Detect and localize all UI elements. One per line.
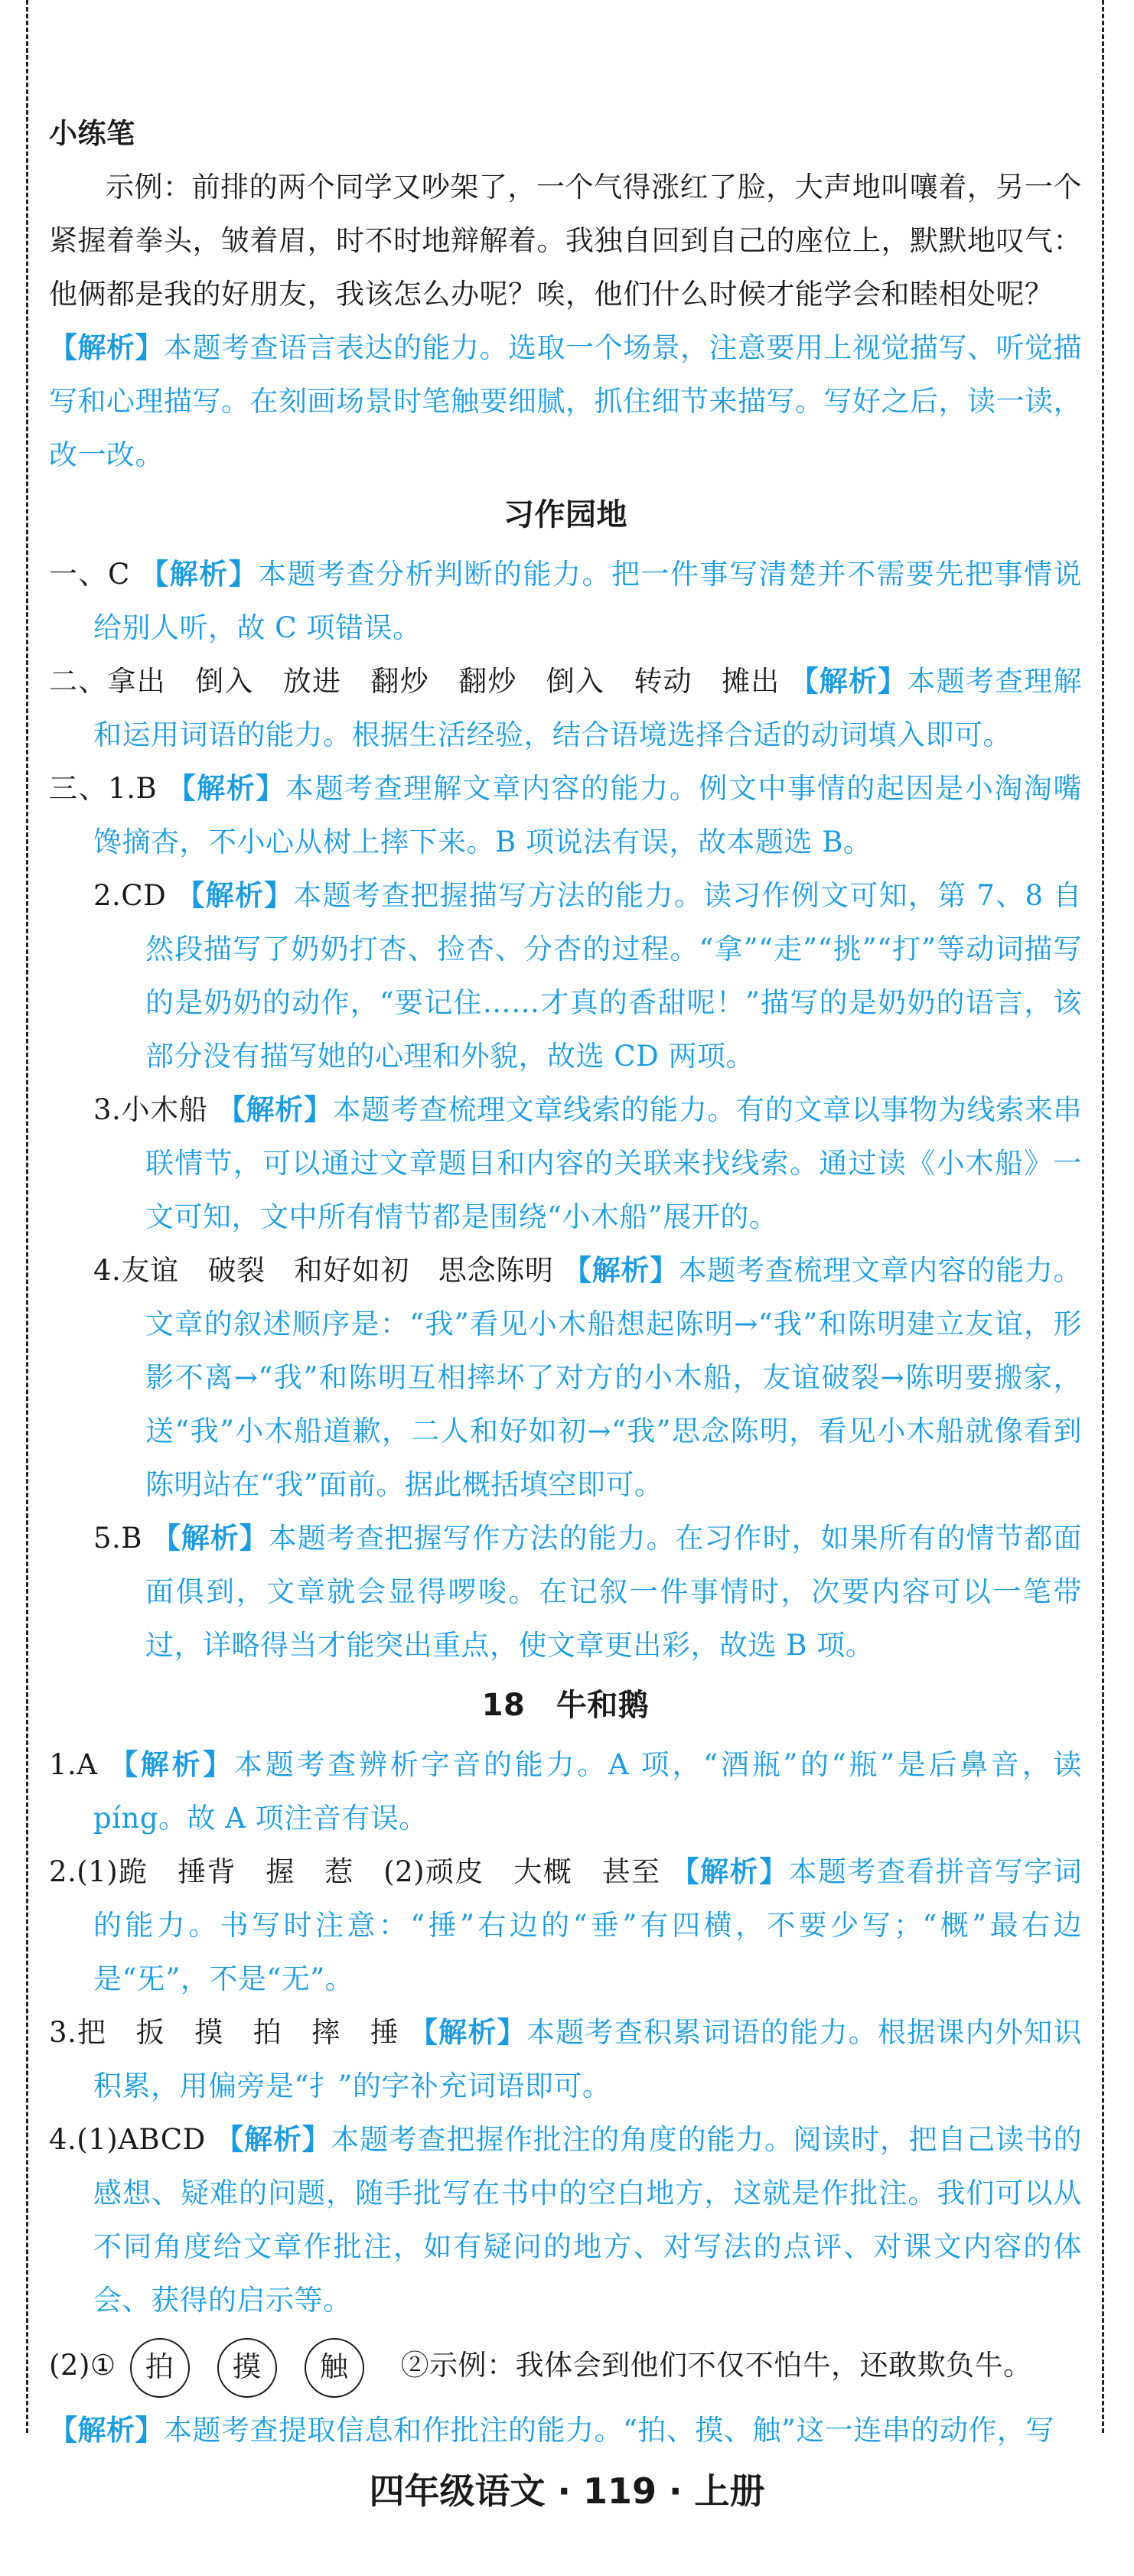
answer-item: 4.(1)ABCD 【解析】本题考查把握作批注的角度的能力。阅读时，把自己读书的感想、疑难的问题，随手批写在书中的空白地方，这就是作批注。我们可以从不同角度给文章作批注，如有疑问的地方、对写法的点评、对课文内容的体会、获得的启示等。 xyxy=(49,2123,1083,2317)
answer-item-circled: (2)① 拍 摸 触 ②示例：我体会到他们不仅不怕牛，还敢欺负牛。 xyxy=(49,2333,1082,2398)
practice-title: 小练笔 xyxy=(49,117,135,150)
page-footer: 四年级语文 · 119 · 上册 xyxy=(369,2470,765,2512)
section-title-lesson18: 18 牛和鹅 xyxy=(481,1688,650,1723)
left-dashed-border xyxy=(26,0,28,2433)
answer-item: 二、拿出 倒入 放进 翻炒 翻炒 倒入 转动 摊出 【解析】本题考查理解和运用词语的能力。根据生活经验，结合语境选择合适的动词填入即可。 xyxy=(49,665,1083,751)
answer-item: 5.B 【解析】本题考查把握写作方法的能力。在习作时，如果所有的情节都面面俱到，文章就会显得啰唆。在记叙一件事情时，次要内容可以一笔带过，详略得当才能突出重点，使文章更出彩，故选 B 项。 xyxy=(93,1522,1083,1662)
analysis-text: 本题考查语言表达的能力。选取一个场景，注意要用上视觉描写、听觉描写和心理描写。在刻画场景时笔触要细腻，抓住细节来描写。写好之后，读一读，改一改。 xyxy=(49,331,1082,471)
answer-item: 3.把 扳 摸 拍 摔 捶 【解析】本题考查积累词语的能力。根据课内外知识积累，用偏旁是“扌”的字补充词语即可。 xyxy=(49,2016,1083,2102)
circled-char: 摸 xyxy=(217,2338,277,2398)
right-dashed-border xyxy=(1102,0,1104,2433)
practice-example: 示例：前排的两个同学又吵架了，一个气得涨红了脸，大声地叫嚷着，另一个紧握着拳头，皱着眉，时不时地辩解着。我独自回到自己的座位上，默默地叹气：他俩都是我的好朋友，我该怎么办呢？唉，他们什么时候才能学会和睦相处呢？ xyxy=(49,171,1082,311)
answer-item: 一、C 【解析】本题考查分析判断的能力。把一件事写清楚并不需要先把事情说给别人听，故 C 项错误。 xyxy=(49,558,1083,644)
answer-item: 3.小木船 【解析】本题考查梳理文章线索的能力。有的文章以事物为线索来串联情节，可以通过文章题目和内容的关联来找线索。通过读《小木船》一文可知，文中所有情节都是围绕“小木船”展开的。 xyxy=(93,1093,1082,1233)
answer-item: 4.友谊 破裂 和好如初 思念陈明 【解析】本题考查梳理文章内容的能力。文章的叙述顺序是：“我”看见小木船想起陈明→“我”和陈明建立友谊，形影不离→“我”和陈明互相摔坏了对方的小木船，友谊破裂→陈明要搬家，送“我”小木船道歉，二人和好如初→“我”思念陈明，看见小木船就像看到陈明站在“我”面前。据此概括填空即可。 xyxy=(93,1254,1082,1501)
answer-item: 2.(1)跪 捶背 握 惹 (2)顽皮 大概 甚至 【解析】本题考查看拼音写字词的能力。书写时注意：“捶”右边的“垂”有四横，不要少写；“概”最右边是“旡”，不是“无”。 xyxy=(49,1855,1083,1995)
answer-item: 1.A 【解析】本题考查辨析字音的能力。A 项，“酒瓶”的“瓶”是后鼻音，读 píng。故 A 项注音有误。 xyxy=(49,1748,1083,1835)
practice-analysis xyxy=(49,321,1082,482)
section-title-writing: 习作园地 xyxy=(503,497,627,532)
answer-item: 【解析】本题考查提取信息和作批注的能力。“拍、摸、触”这一连串的动作，写 xyxy=(49,2414,1054,2447)
analysis-tag: 【解析】 xyxy=(49,331,164,364)
answer-item: 2.CD 【解析】本题考查把握描写方法的能力。读习作例文可知，第 7、8 自然段描写了奶奶打杏、捡杏、分杏的过程。“拿”“走”“挑”“打”等动词描写的是奶奶的动作，“要记住……才真的香甜呢！”描写的是奶奶的语言，该部分没有描写她的心理和外貌，故选 CD 两项。 xyxy=(93,879,1083,1073)
answer-item: 三、1.B 【解析】本题考查理解文章内容的能力。例文中事情的起因是小淘淘嘴馋摘杏，不小心从树上摔下来。B 项说法有误，故本题选 B。 xyxy=(49,772,1083,858)
circled-char: 触 xyxy=(305,2338,364,2398)
answer-content xyxy=(49,107,1082,2457)
circled-char: 拍 xyxy=(130,2338,190,2398)
